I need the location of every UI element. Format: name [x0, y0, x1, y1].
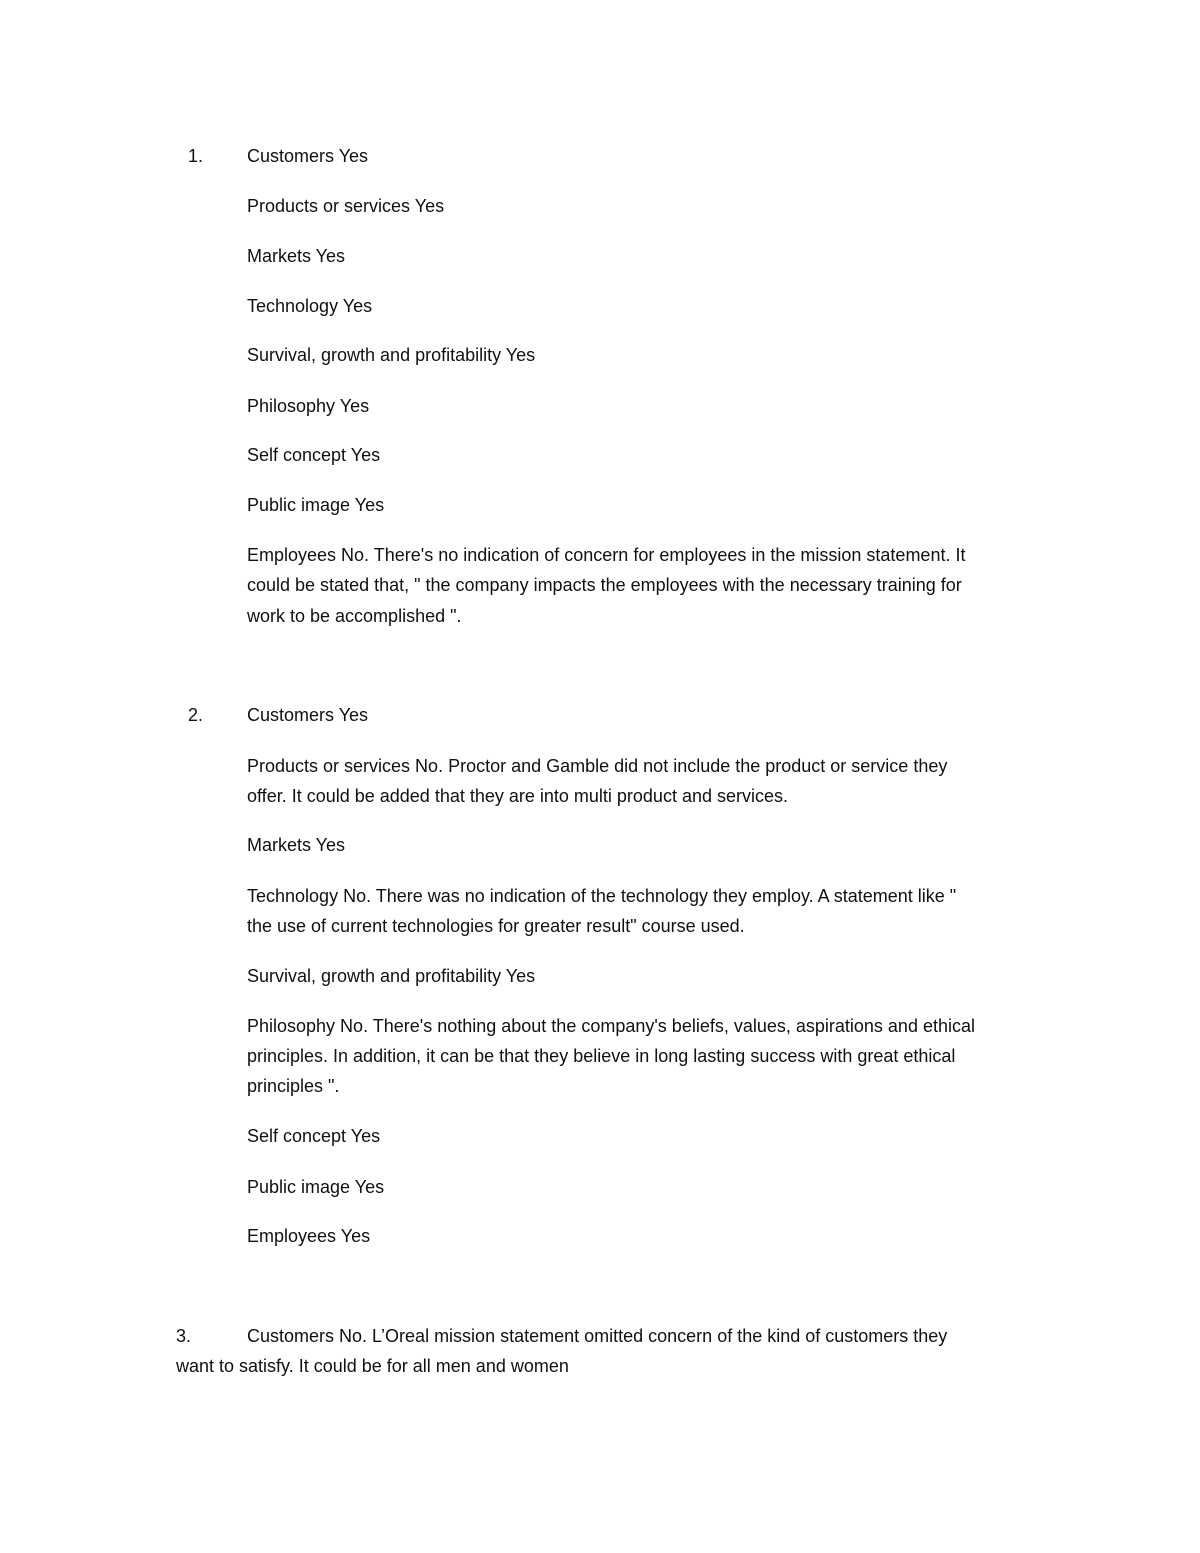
list-item: Philosophy No. There's nothing about the company's beliefs, values, aspirations and ethical [247, 1016, 975, 1036]
list-item: Products or services No. Proctor and Gamble did not include the product or service they [247, 756, 948, 776]
list-item: Self concept Yes [247, 1126, 381, 1146]
list-item: Survival, growth and profitability Yes [247, 345, 536, 365]
list-item-continuation: could be stated that, " the company impacts the employees with the necessary training for [247, 575, 962, 595]
list-item: Employees Yes [247, 1226, 371, 1246]
list-item: Technology No. There was no indication of the technology they employ. A statement like " [247, 886, 957, 906]
list-item: Employees No. There's no indication of concern for employees in the mission statement. It [247, 545, 966, 565]
list-item: Public image Yes [247, 1177, 385, 1197]
list-item: Philosophy Yes [247, 396, 370, 416]
list-item: Customers No. L’Oreal mission statement omitted concern of the kind of customers they [247, 1326, 948, 1346]
list-item: Self concept Yes [247, 445, 381, 465]
list-item: Technology Yes [247, 296, 373, 316]
list-number: 2. [188, 705, 204, 725]
list-item: Markets Yes [247, 835, 346, 855]
list-item-continuation: principles ". [247, 1076, 340, 1096]
list-item-continuation: work to be accomplished ". [247, 606, 462, 626]
list-item: Survival, growth and profitability Yes [247, 966, 536, 986]
list-number: 1. [188, 146, 204, 166]
list-number: 3. [176, 1326, 192, 1346]
list-item-continuation: principles. In addition, it can be that they believe in long lasting success with great ethical [247, 1046, 956, 1066]
list-item: Customers Yes [247, 146, 369, 166]
list-item-continuation: offer. It could be added that they are into multi product and services. [247, 786, 788, 806]
list-item: Public image Yes [247, 495, 385, 515]
list-item: Customers Yes [247, 705, 369, 725]
list-item: Products or services Yes [247, 196, 445, 216]
list-item: Markets Yes [247, 246, 346, 266]
list-item-continuation: the use of current technologies for greater result" course used. [247, 916, 745, 936]
list-item-continuation: want to satisfy. It could be for all men and women [176, 1356, 569, 1376]
